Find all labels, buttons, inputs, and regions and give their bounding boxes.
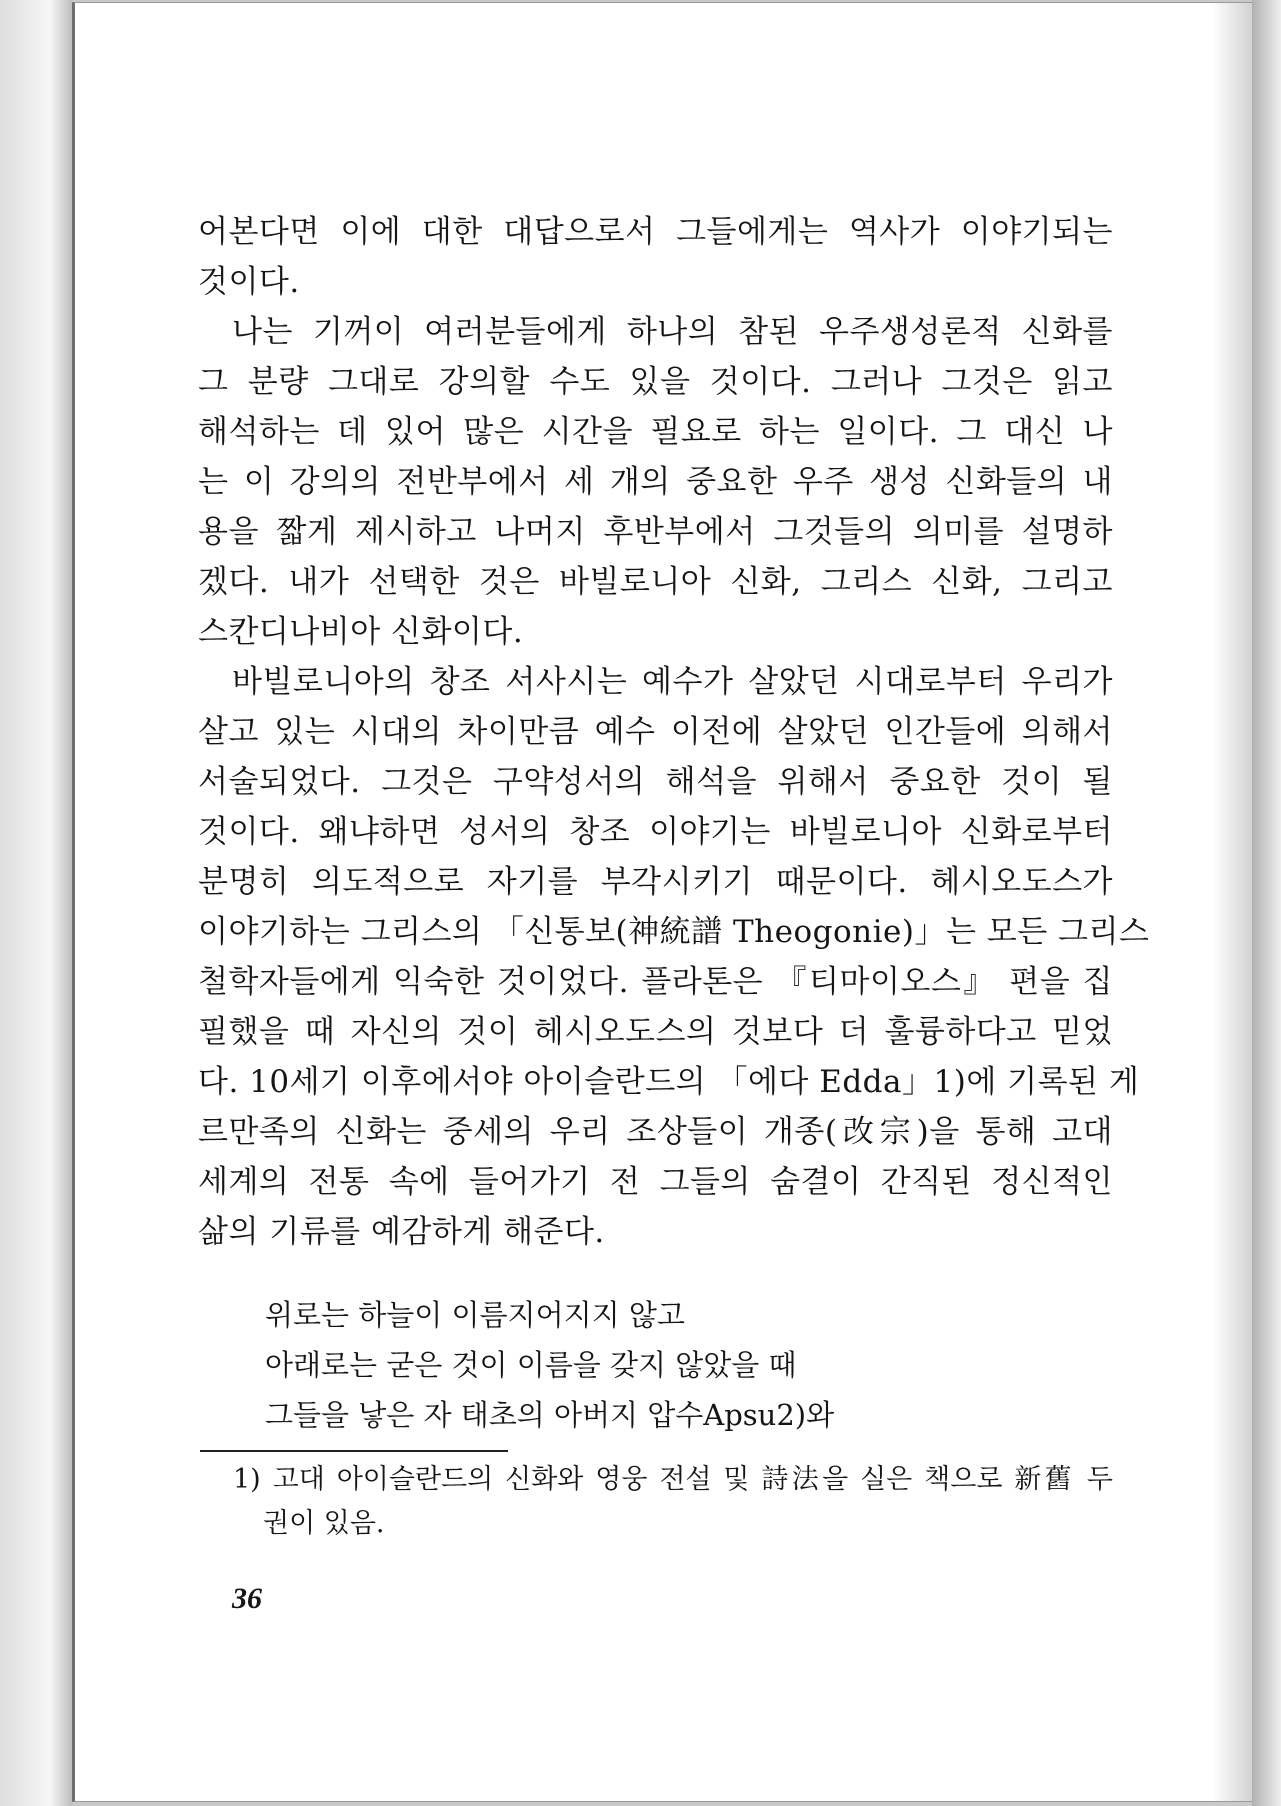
text-line: 용을 짧게 제시하고 나머지 후반부에서 그것들의 의미를 설명하	[198, 514, 1113, 550]
text-line: 세계의 전통 속에 들어가기 전 그들의 숨결이 간직된 정신적인	[198, 1164, 1113, 1200]
poem-line: 위로는 하늘이 이름지어지지 않고	[265, 1298, 685, 1332]
footnote-line: 1) 고대 아이슬란드의 신화와 영웅 전설 및 詩法을 실은 책으로 新舊 두	[233, 1464, 1113, 1495]
body-text	[198, 207, 1150, 1257]
text-line: 는 이 강의의 전반부에서 세 개의 중요한 우주 생성 신화들의 내	[198, 464, 1113, 500]
text-line: 해석하는 데 있어 많은 시간을 필요로 하는 일이다. 그 대신 나	[198, 414, 1113, 450]
text-line: 필했을 때 자신의 것이 헤시오도스의 것보다 더 훌륭하다고 믿었	[198, 1014, 1113, 1050]
book-gutter-left	[0, 0, 72, 1806]
text-line: 바빌로니아의 창조 서사시는 예수가 살았던 시대로부터 우리가	[232, 664, 1113, 700]
text-line: 겠다. 내가 선택한 것은 바빌로니아 신화, 그리스 신화, 그리고	[198, 564, 1113, 600]
text-line: 그 분량 그대로 강의할 수도 있을 것이다. 그러나 그것은 읽고	[198, 364, 1113, 400]
text-line: 것이다. 왜냐하면 성서의 창조 이야기는 바빌로니아 신화로부터	[198, 814, 1113, 850]
poem-line: 그들을 낳은 자 태초의 아버지 압수Apsu2)와	[265, 1398, 835, 1432]
text-line: 이야기하는 그리스의 「신통보(神統譜 Theogonie)」는 모든 그리스	[198, 914, 1150, 950]
text-line: 스칸디나비아 신화이다.	[198, 614, 524, 650]
text-line: 살고 있는 시대의 차이만큼 예수 이전에 살았던 인간들에 의해서	[198, 714, 1113, 750]
poem-line: 아래로는 굳은 것이 이름을 갖지 않았을 때	[265, 1348, 797, 1382]
text-line: 철학자들에게 익숙한 것이었다. 플라톤은 『티마이오스』 편을 집	[198, 964, 1113, 1000]
text-line: 것이다.	[198, 264, 300, 300]
text-line: 삶의 기류를 예감하게 해준다.	[198, 1214, 605, 1250]
text-line: 나는 기꺼이 여러분들에게 하나의 참된 우주생성론적 신화를	[232, 314, 1113, 350]
footnote-divider	[200, 1450, 508, 1452]
poem-quote	[265, 1290, 834, 1440]
book-edge-right	[1252, 0, 1281, 1806]
text-line: 분명히 의도적으로 자기를 부각시키기 때문이다. 헤시오도스가	[198, 864, 1113, 900]
text-line: 다. 10세기 이후에서야 아이슬란드의 「에다 Edda」1)에 기록된 게	[198, 1064, 1140, 1100]
footnote-line: 권이 있음.	[263, 1508, 385, 1539]
text-line: 서술되었다. 그것은 구약성서의 해석을 위해서 중요한 것이 될	[198, 764, 1113, 800]
footnote	[233, 1458, 1113, 1546]
text-line: 어본다면 이에 대한 대답으로서 그들에게는 역사가 이야기되는	[198, 214, 1113, 250]
text-line: 르만족의 신화는 중세의 우리 조상들이 개종(改宗)을 통해 고대	[198, 1114, 1113, 1150]
page-number: 36	[232, 1582, 262, 1615]
